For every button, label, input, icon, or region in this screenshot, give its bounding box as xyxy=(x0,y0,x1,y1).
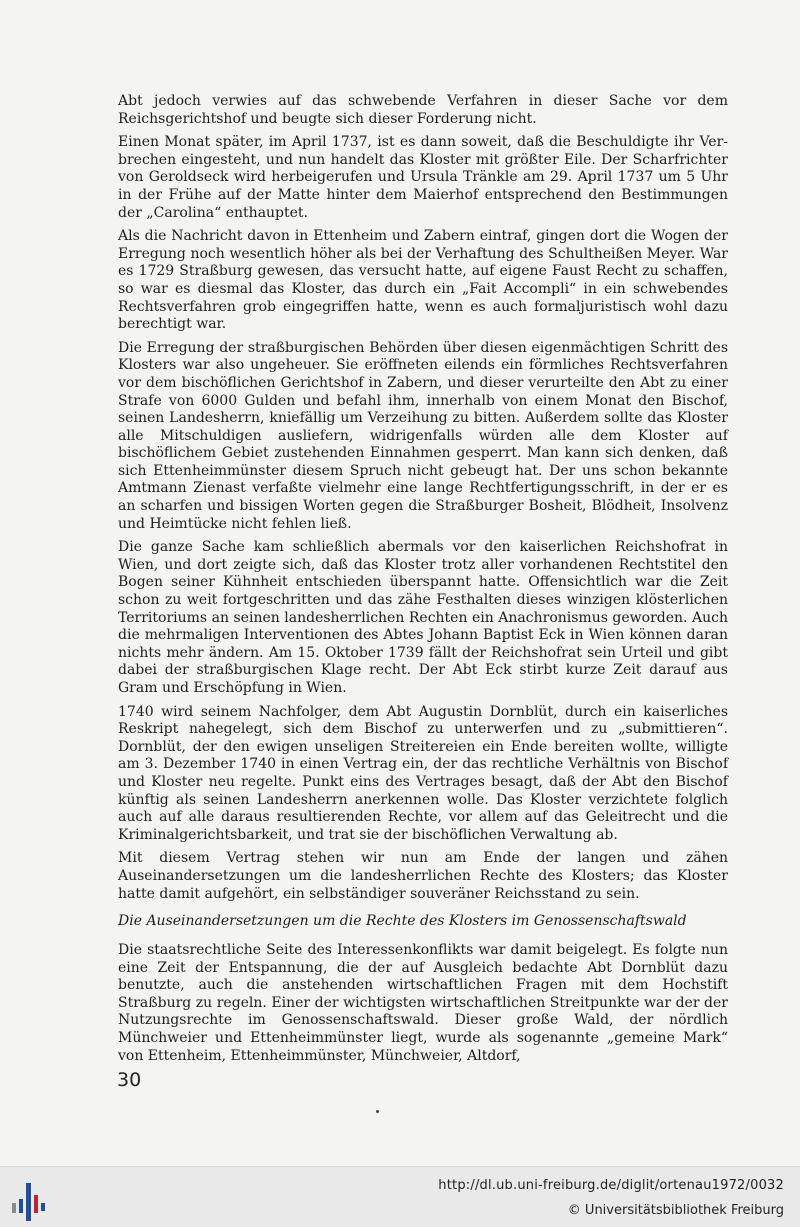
body-text xyxy=(118,93,728,909)
paragraph-4: Die Erregung der straßburgischen Behörden über diesen eigenmächtigen Schritt des Klosters war also ungeheuer. Sie eröffneten eilends ein förmliches Rechtsverfahren vor dem bischöflichen Gerichtshof in Zabern, und dieser verurteilte den Abt zu einer Strafe von 6000 Gulden und befahl ihm, innerhalb von einem Monat den Bischof, seinen Landesherrn, kniefällig um Verzeihung zu bitten. Außerdem sollte das Kloster alle Mitschuldigen ausliefern, widrigenfalls würden alle dem Kloster auf bischöflichem Gebiet zustehenden Einnahmen gesperrt. Man kann sich denken, daß sich Ettenheimmünster diesem Spruch nicht gebeugt hat. Der uns schon bekannte Amtmann Zienast verfaßte vielmehr eine lange Rechtfertigungsschrift, in der er es an scharfen und bissigen Worten gegen die Straßburger Bosheit, Blödheit, Insolvenz und Heimtücke nicht fehlen ließ. xyxy=(118,339,728,532)
paragraph-3: Als die Nachricht davon in Ettenheim und Zabern eintraf, gingen dort die Wogen der Erregung noch wesentlich höher als bei der Verhaftung des Schultheißen Meyer. War es 1729 Straßburg gewesen, das versucht hatte, auf eigene Faust Recht zu schaffen, so war es diesmal das Kloster, das durch ein „Fait Accompli“ in ein schwebendes Rechtsverfahren grob eingegriffen hatte, wenn es auch formaljuristisch wohl dazu berechtigt war. xyxy=(118,228,728,333)
paragraph-6: 1740 wird seinem Nachfolger, dem Abt Augustin Dornblüt, durch ein kaiserliches Reskript nahegelegt, sich dem Bischof zu unterwerfen und zu „submittieren“. Dornblüt, der den ewigen unseligen Streitereien ein Ende bereiten wollte, willigte am 3. Dezember 1740 in einen Vertrag ein, der das rechtliche Verhältnis von Bischof und Kloster neu regelte. Punkt eins des Vertrages besagt, daß der Abt den Bischof künftig als seinen Landesherrn anerkennen wolle. Das Kloster verzichtete folglich auch auf alle daraus resultierenden Rechte, vor allem auf das Geleitrecht und die Kriminalgerichtsbarkeit, und trat sie der bischöflichen Verwaltung ab. xyxy=(118,703,728,843)
paragraph-2: Einen Monat später, im April 1737, ist es dann soweit, daß die Beschuldigte ihr Verbrechen eingesteht, und nun handelt das Kloster mit größter Eile. Der Scharfrichter von Geroldseck wird herbeigerufen und Ursula Tränkle am 29. April 1737 um 5 Uhr in der Frühe auf der Matte hinter dem Maierhof entsprechend den Bestimmungen der „Carolina“ enthauptet. xyxy=(118,134,728,221)
document-url-link[interactable] xyxy=(438,1178,784,1193)
page-number: 30 xyxy=(117,1069,142,1091)
section-heading: Die Auseinandersetzungen um die Rechte des Klosters im Genossenschaftswald xyxy=(118,913,687,929)
paragraph-5: Die ganze Sache kam schließlich abermals vor den kaiserlichen Reichshofrat in Wien, und dort zeigte sich, daß das Kloster trotz aller vorhandenen Rechtstitel den Bogen seiner Kühnheit entschieden überspannt hatte. Offensichtlich war die Zeit schon zu weit fortgeschritten und das zähe Festhalten dieses winzigen klösterlichen Territoriums an seinen landesherrlichen Rechten ein Anachronismus geworden. Auch die mehrmaligen Interventionen des Abtes Johann Baptist Eck in Wien können daran nichts mehr ändern. Am 15. Oktober 1739 fällt der Reichshofrat sein Urteil und gibt dabei der straßburgischen Klage recht. Der Abt Eck stirbt kurze Zeit darauf aus Gram und Erschöpfung in Wien. xyxy=(118,539,728,696)
document-url[interactable]: http://dl.ub.uni-freiburg.de/diglit/ortenau1972/0032 xyxy=(438,1178,784,1193)
scan-speck xyxy=(376,1110,379,1113)
section-paragraph: Die staatsrechtliche Seite des Interessenkonflikts war damit beigelegt. Es folgte nun eine Zeit der Entspannung, die der auf Ausgleich bedachte Abt Dornblüt dazu benutzte, auch die anstehenden wirtschaftlichen Fragen mit dem Hochstift Straßburg zu regeln. Einer der wichtigsten wirtschaftlichen Streitpunkte war der der Nutzungsrechte im Genossenschaftswald. Dieser große Wald, der nördlich Münchweier und Ettenheimmünster liegt, wurde als sogenannte „gemeine Mark“ von Ettenheim, Ettenheimmünster, Münchweier, Altdorf, xyxy=(118,942,728,1064)
ub-freiburg-logo-icon[interactable] xyxy=(10,1177,50,1221)
paragraph-1: Abt jedoch verwies auf das schwebende Verfahren in dieser Sache vor dem Reichsgerichtshof und beugte sich dieser Forderung nicht. xyxy=(118,93,728,127)
footer-bar xyxy=(0,1166,800,1227)
paragraph-7: Mit diesem Vertrag stehen wir nun am Ende der langen und zähen Auseinandersetzungen um die landesherrlichen Rechte des Klosters; das Kloster hatte damit aufgehört, ein selbständiger souveräner Reichsstand zu sein. xyxy=(118,850,728,902)
section-body xyxy=(118,942,728,1065)
copyright-text: © Universitätsbibliothek Freiburg xyxy=(567,1203,784,1218)
